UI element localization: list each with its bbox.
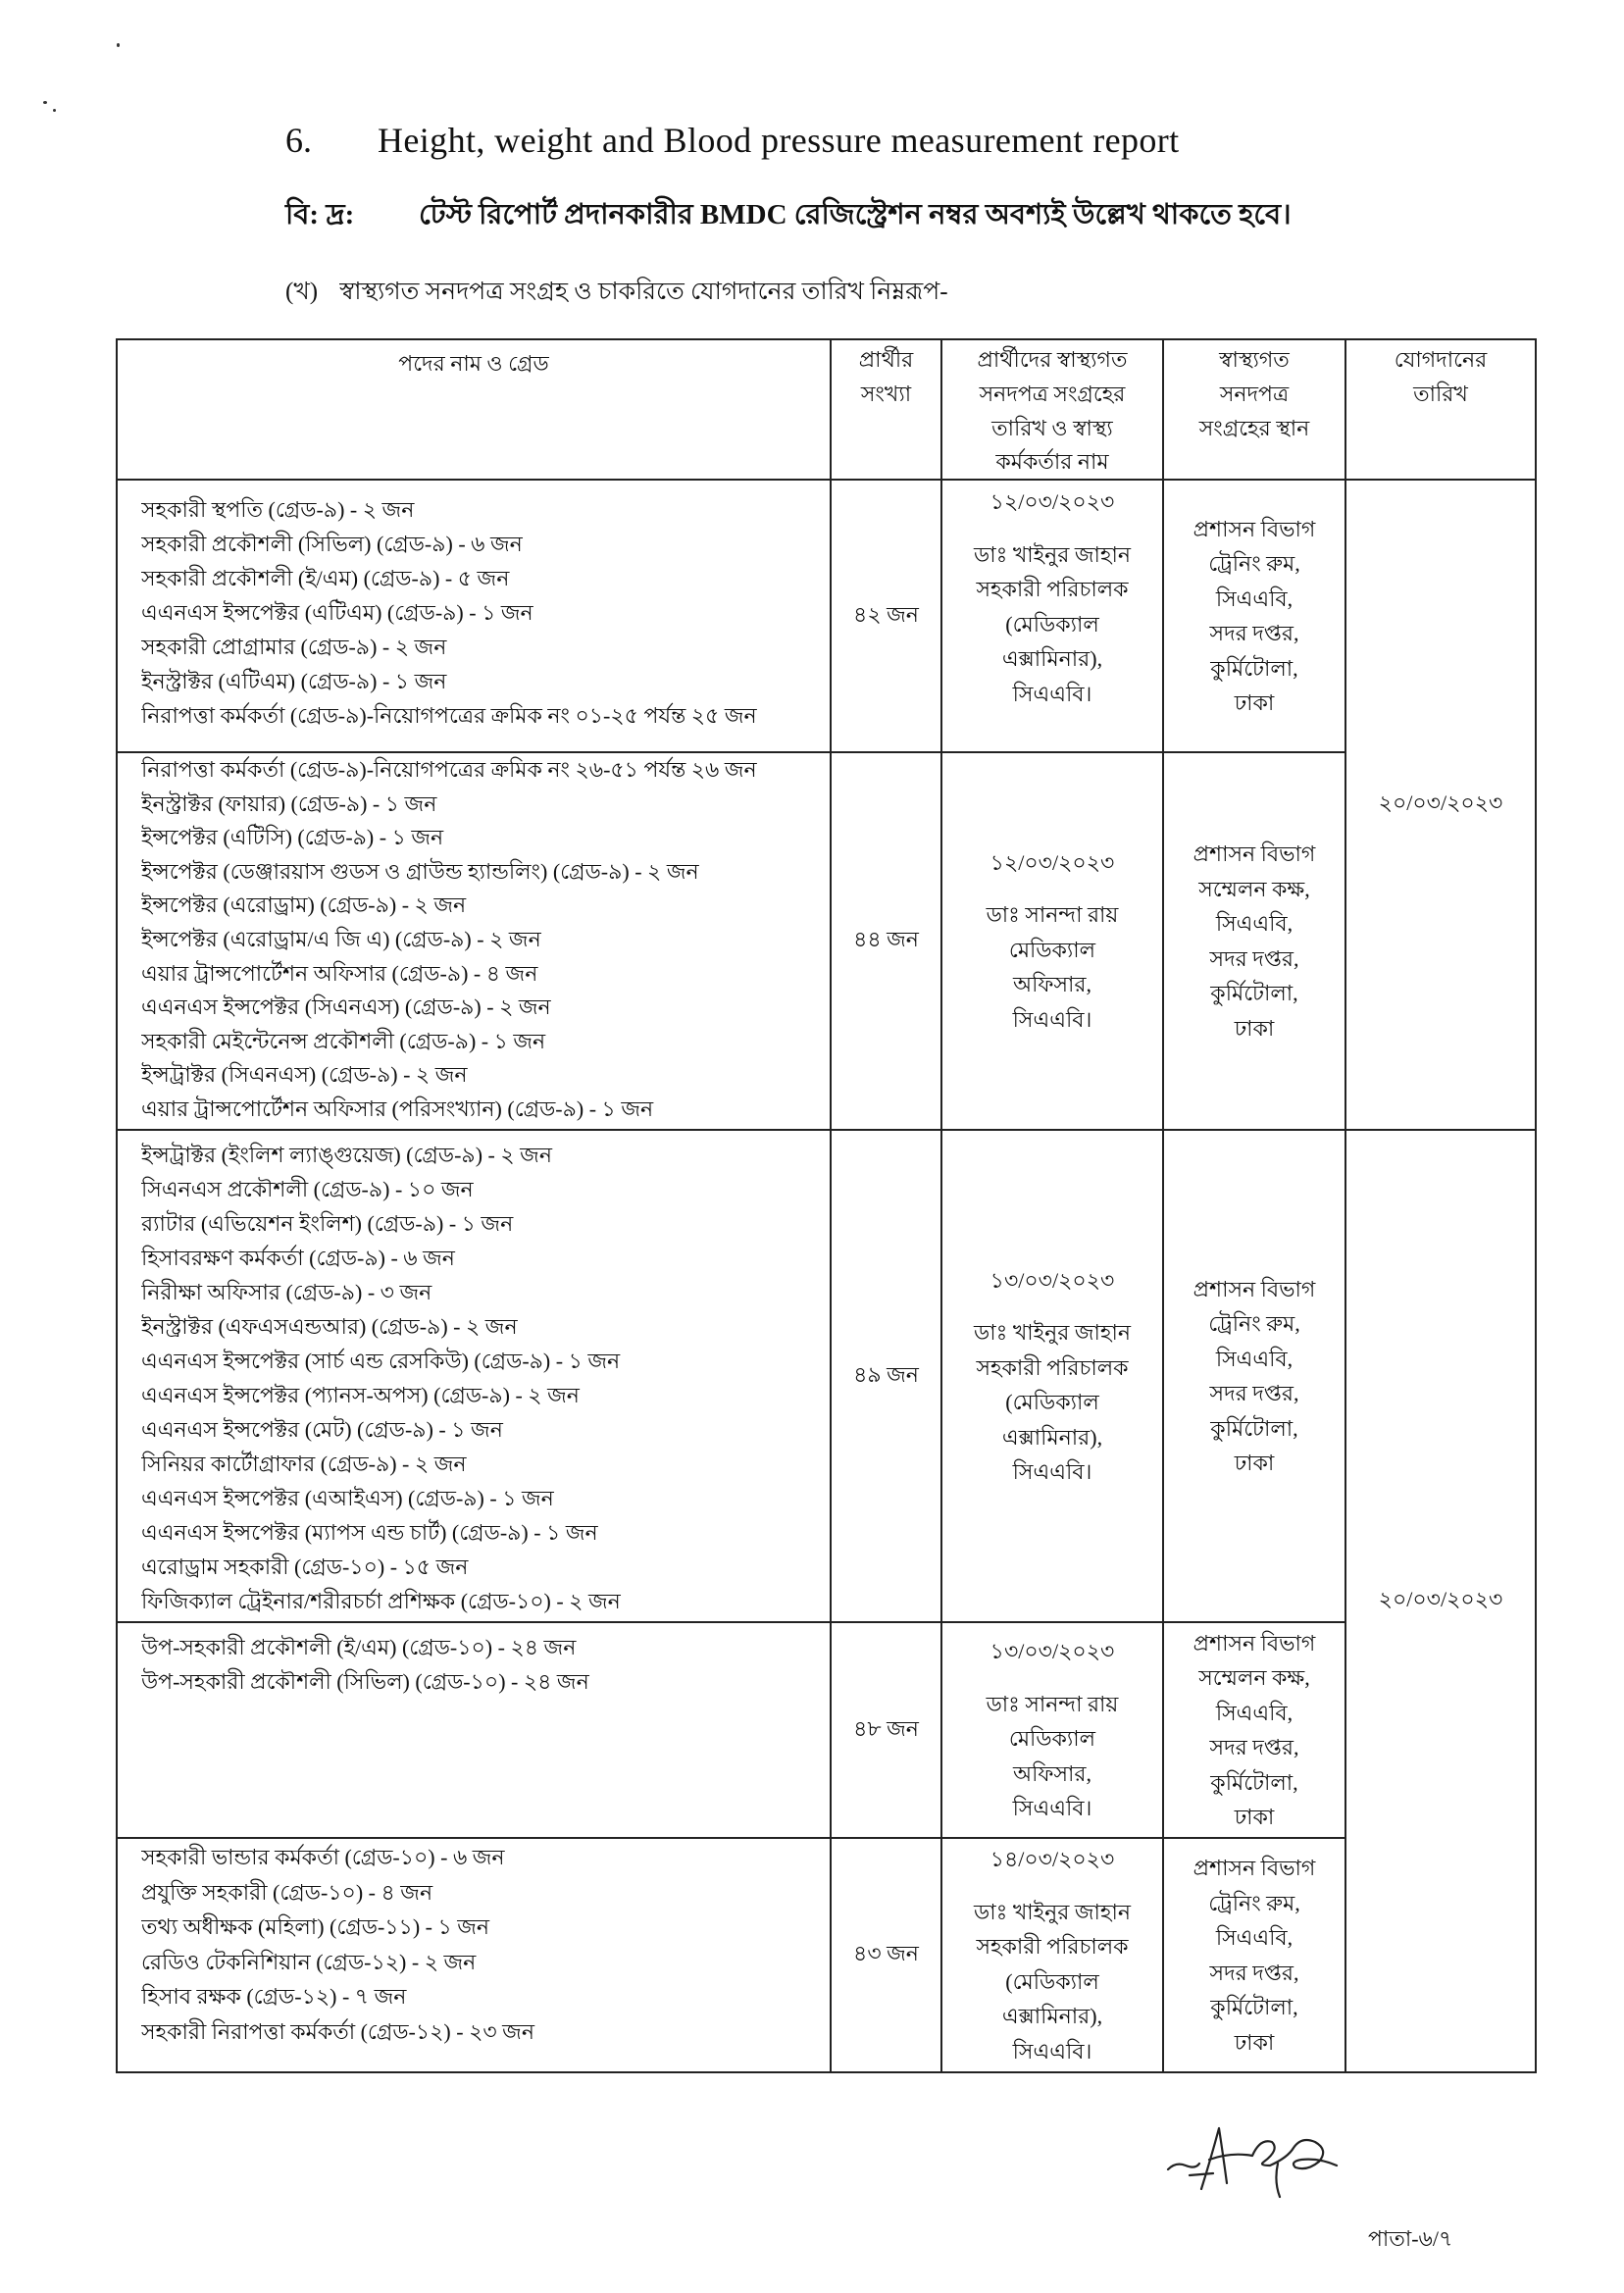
post-entry: প্রযুক্তি সহকারী (গ্রেড-১০) - ৪ জন (141, 1879, 433, 1905)
officer-line: মেডিক্যাল (1008, 1726, 1096, 1752)
post-entry: ইন্সপেক্টর (এরোড্রাম) (গ্রেড-৯) - ২ জন (141, 892, 467, 918)
section-title: Height, weight and Blood pressure measurement report (378, 121, 1180, 160)
place-line: সদর দপ্তর, (1209, 1960, 1299, 1985)
post-entry: এরোড্রাম সহকারী (গ্রেড-১০) - ১৫ জন (141, 1554, 469, 1579)
officer-line: ডাঃ সানন্দা রায় (986, 902, 1119, 928)
place-line: কুর্মিটোলা, (1210, 1995, 1298, 2019)
health-certificate-schedule-table (116, 338, 1537, 2073)
officer-line: অফিসার, (1013, 1760, 1091, 1786)
officer-line: ডাঃ সানন্দা রায় (986, 1691, 1119, 1716)
officer-line: ডাঃ খাইনুর জাহান (974, 1899, 1131, 1924)
officer-line: সহকারী পরিচালক (976, 1934, 1129, 1959)
place-line: সম্মেলন কক্ষ, (1198, 876, 1310, 901)
post-entry: এএনএস ইন্সপেক্টর (এআইএস) (গ্রেড-৯) - ১ জন (141, 1486, 554, 1510)
officer-line: এক্সামিনার), (1001, 1424, 1103, 1450)
header-candidate-count (832, 340, 942, 481)
place-line: প্রশাসন বিভাগ (1193, 841, 1316, 866)
exam-date-officer-cell (942, 1623, 1164, 1839)
exam-place-cell (1164, 481, 1346, 753)
exam-place-cell (1164, 1131, 1346, 1623)
place-line: ট্রেনিং রুম, (1208, 551, 1300, 576)
candidate-count-cell (832, 1839, 942, 2073)
post-entry: র‍্যাটার (এভিয়েশন ইংলিশ) (গ্রেড-৯) - ১ জন (141, 1211, 514, 1236)
note-line (285, 194, 1560, 235)
header-line: তারিখ (1413, 382, 1468, 406)
candidate-count-cell (832, 481, 942, 753)
header-line: সনদপত্র (1219, 382, 1290, 406)
officer-line: সহকারী পরিচালক (976, 577, 1129, 601)
post-entry: এয়ার ট্রান্সপোর্টেশন অফিসার (পরিসংখ্যান) (গ্রেড-৯) - ১ জন (141, 1096, 654, 1121)
header-exam-date-officer (942, 340, 1164, 481)
post-entry: রেডিও টেকনিশিয়ান (গ্রেড-১২) - ২ জন (141, 1949, 477, 1974)
officer-line: (মেডিক্যাল (1005, 1390, 1099, 1414)
page-number: পাতা-৬/৭ (1368, 2226, 1453, 2251)
section-heading (285, 118, 1462, 163)
officer-line: সিএএবি। (1012, 2038, 1092, 2064)
scan-speck (53, 109, 56, 112)
place-line: কুর্মিটোলা, (1210, 655, 1298, 681)
officer-line: এক্সামিনার), (1001, 646, 1103, 671)
subheading-label: (খ) (285, 279, 319, 305)
post-entry: ইনস্ট্রাক্টর (এটিএম) (গ্রেড-৯) - ১ জন (141, 669, 447, 693)
exam-date-officer-cell (942, 753, 1164, 1131)
post-entry: উপ-সহকারী প্রকৌশলী (সিভিল) (গ্রেড-১০) - ২৪ জন (141, 1669, 589, 1694)
post-entry: নিরীক্ষা অফিসার (গ্রেড-৯) - ৩ জন (141, 1280, 432, 1304)
header-line: সংখ্যা (860, 382, 912, 406)
officer-line: মেডিক্যাল (1008, 937, 1096, 962)
post-entry: এএনএস ইন্সপেক্টর (এটিএম) (গ্রেড-৯) - ১ জন (141, 600, 533, 625)
post-list-cell (118, 1131, 832, 1623)
scan-speck (117, 43, 120, 47)
post-list-cell (118, 481, 832, 753)
exam-date-officer-cell (942, 1839, 1164, 2073)
post-entry: সিএনএস প্রকৌশলী (গ্রেড-৯) - ১০ জন (141, 1177, 474, 1201)
post-entry: এএনএস ইন্সপেক্টর (সার্চ এন্ড রেসকিউ) (গ্রেড-৯) - ১ জন (141, 1349, 621, 1373)
post-entry: ইন্সপেক্টর (এরোড্রাম/এ জি এ) (গ্রেড-৯) - ২ জন (141, 926, 541, 951)
header-joining-date (1346, 340, 1537, 481)
place-line: সদর দপ্তর, (1209, 1735, 1299, 1759)
place-line: প্রশাসন বিভাগ (1193, 1856, 1316, 1880)
place-line: ঢাকা (1234, 1805, 1275, 1829)
officer-line: সিএএবি। (1012, 1459, 1092, 1484)
section-number: 6. (285, 121, 312, 160)
candidate-count-cell (832, 1623, 942, 1839)
exam-place-cell (1164, 1623, 1346, 1839)
medical-officer (946, 897, 1158, 1037)
place-line: প্রশাসন বিভাগ (1193, 1276, 1316, 1301)
joining-date-cell (1346, 481, 1537, 1131)
post-entry: ইনস্ট্রাক্টর (এফএসএন্ডআর) (গ্রেড-৯) - ২ জন (141, 1314, 518, 1339)
post-entry: এএনএস ইন্সপেক্টর (প্যানস-অপস) (গ্রেড-৯) - ২ জন (141, 1383, 580, 1407)
post-entry: ফিজিক্যাল ট্রেইনার/শরীরচর্চা প্রশিক্ষক (গ্রেড-১০) - ২ জন (141, 1589, 621, 1613)
place-line: ঢাকা (1234, 2029, 1275, 2055)
candidate-count-cell (832, 1131, 942, 1623)
header-line: প্রার্থীদের স্বাস্থ্যগত (977, 347, 1128, 372)
place-line: সদর দপ্তর, (1209, 945, 1299, 971)
post-entry: হিসাবরক্ষণ কর্মকর্তা (গ্রেড-৯) - ৬ জন (141, 1246, 455, 1270)
medical-officer (946, 1315, 1158, 1490)
place-line: সিএএবি, (1215, 1700, 1294, 1725)
candidate-count: ৪৯ জন (853, 1361, 919, 1387)
officer-line: সিএএবি। (1012, 1006, 1092, 1032)
exam-date-officer-cell (942, 1131, 1164, 1623)
place-line: প্রশাসন বিভাগ (1193, 1630, 1316, 1656)
officer-line: এক্সামিনার), (1001, 2004, 1103, 2028)
place-line: ঢাকা (1234, 1015, 1275, 1041)
post-entry: এএনএস ইন্সপেক্টর (ম্যাপস এন্ড চার্ট) (গ্রেড-৯) - ১ জন (141, 1520, 598, 1545)
place-line: সিএএবি, (1215, 911, 1294, 936)
candidate-count: ৪২ জন (853, 601, 919, 627)
place-line: কুর্মিটোলা, (1210, 1415, 1298, 1441)
post-entry: সহকারী প্রকৌশলী (সিভিল) (গ্রেড-৯) - ৬ জন (141, 532, 523, 556)
place-line: ঢাকা (1234, 1451, 1275, 1475)
post-entry: সহকারী ভান্ডার কর্মকর্তা (গ্রেড-১০) - ৬ জন (141, 1845, 505, 1869)
candidate-count: ৪৪ জন (853, 927, 919, 951)
exam-date: ১২/০৩/২০২৩ (990, 489, 1115, 514)
header-line: সংগ্রহের স্থান (1198, 416, 1310, 440)
post-entry: সহকারী প্রকৌশলী (ই/এম) (গ্রেড-৯) - ৫ জন (141, 566, 510, 590)
place-line: সিএএবি, (1215, 586, 1294, 611)
joining-date-cell (1346, 1131, 1537, 2073)
post-entry: সিনিয়র কার্টোগ্রাফার (গ্রেড-৯) - ২ জন (141, 1452, 467, 1476)
subheading-line (285, 273, 1511, 312)
place-line: কুর্মিটোলা, (1210, 981, 1298, 1005)
place-line: সম্মেলন কক্ষ, (1198, 1665, 1310, 1690)
post-list-cell (118, 753, 832, 1131)
place-line: প্রশাসন বিভাগ (1193, 516, 1316, 541)
candidate-count: ৪৩ জন (853, 1941, 919, 1965)
officer-line: সিএএবি। (1012, 681, 1092, 706)
note-label: বি: দ্র: (285, 199, 355, 230)
place-line: সদর দপ্তর, (1209, 621, 1299, 645)
post-entry: এয়ার ট্রান্সপোর্টেশন অফিসার (গ্রেড-৯) - ৪ জন (141, 960, 538, 986)
place-line: কুর্মিটোলা, (1210, 1769, 1298, 1795)
officer-line: সহকারী পরিচালক (976, 1354, 1129, 1380)
post-entry: সহকারী প্রোগ্রামার (গ্রেড-৯) - ২ জন (141, 635, 447, 659)
header-line: কর্মকর্তার নাম (995, 449, 1109, 475)
officer-line: (মেডিক্যাল (1005, 611, 1099, 637)
post-entry: তথ্য অধীক্ষক (মহিলা) (গ্রেড-১১) - ১ জন (141, 1914, 490, 1939)
post-entry: ইনস্ট্রাক্টর (ফায়ার) (গ্রেড-৯) - ১ জন (141, 790, 437, 816)
signature (1162, 2118, 1344, 2202)
medical-officer (946, 1895, 1158, 2069)
officer-line: ডাঃ খাইনুর জাহান (974, 1320, 1131, 1345)
exam-place-cell (1164, 753, 1346, 1131)
subheading-text: স্বাস্থ্যগত সনদপত্র সংগ্রহ ও চাকরিতে যোগদানের তারিখ নিম্নরূপ- (339, 279, 948, 305)
post-entry: ইন্সপেক্টর (ডেঞ্জারয়াস গুডস ও গ্রাউন্ড হ্যান্ডলিং) (গ্রেড-৯) - ২ জন (141, 858, 699, 884)
post-entry: নিরাপত্তা কর্মকর্তা (গ্রেড-৯)-নিয়োগপত্রের ক্রমিক নং ২৬-৫১ পর্যন্ত ২৬ জন (141, 757, 757, 782)
post-entry: সহকারী স্থপতি (গ্রেড-৯) - ২ জন (141, 497, 415, 522)
medical-officer (946, 1687, 1158, 1826)
post-entry: হিসাব রক্ষক (গ্রেড-১২) - ৭ জন (141, 1984, 407, 2009)
note-text: টেস্ট রিপোর্ট প্রদানকারীর BMDC রেজিস্ট্রেশন নম্বর অবশ্যই উল্লেখ থাকতে হবে। (419, 199, 1292, 230)
post-entry: উপ-সহকারী প্রকৌশলী (ই/এম) (গ্রেড-১০) - ২৪ জন (141, 1635, 577, 1659)
officer-line: অফিসার, (1013, 972, 1091, 997)
scan-speck (43, 101, 47, 104)
exam-date: ১২/০৩/২০২৩ (990, 849, 1115, 875)
place-line: ট্রেনিং রুম, (1208, 1890, 1300, 1915)
header-line: স্বাস্থ্যগত (1219, 347, 1290, 372)
place-line: সিএএবি, (1215, 1346, 1294, 1371)
post-list-cell (118, 1623, 832, 1839)
officer-line: ডাঃ খাইনুর জাহান (974, 541, 1131, 567)
exam-date: ১৪/০৩/২০২৩ (990, 1847, 1115, 1871)
header-post-grade (118, 340, 832, 481)
header-line: তারিখ ও স্বাস্থ্য (991, 415, 1113, 440)
officer-line: সিএএবি। (1012, 1796, 1092, 1821)
officer-line: (মেডিক্যাল (1005, 1968, 1099, 1994)
joining-date: ২০/০৩/২০২৩ (1378, 790, 1503, 815)
exam-date-officer-cell (942, 481, 1164, 753)
header-line: পদের নাম ও গ্রেড (398, 351, 549, 376)
exam-date: ১৩/০৩/২০২৩ (990, 1639, 1115, 1664)
post-entry: এএনএস ইন্সপেক্টর (মেট) (গ্রেড-৯) - ১ জন (141, 1417, 503, 1442)
place-line: সদর দপ্তর, (1209, 1381, 1299, 1405)
post-entry: সহকারী নিরাপত্তা কর্মকর্তা (গ্রেড-১২) - ২৩ জন (141, 2018, 535, 2044)
place-line: ট্রেনিং রুম, (1208, 1311, 1300, 1336)
post-entry: ইন্সপেক্টর (এটিসি) (গ্রেড-৯) - ১ জন (141, 825, 444, 850)
place-line: ঢাকা (1234, 690, 1275, 715)
header-line: যোগদানের (1394, 347, 1488, 372)
exam-place-cell (1164, 1839, 1346, 2073)
place-line: সিএএবি, (1215, 1925, 1294, 1950)
post-entry: ইন্সট্রাক্টর (সিএনএস) (গ্রেড-৯) - ২ জন (141, 1062, 468, 1088)
post-list-cell (118, 1839, 832, 2073)
exam-date: ১৩/০৩/২০২৩ (990, 1267, 1115, 1293)
header-line: সনদপত্র সংগ্রহের (979, 381, 1126, 406)
post-entry: ইন্সট্রাক্টর (ইংলিশ ল্যাঙ্গুয়েজ) (গ্রেড-৯) - ২ জন (141, 1143, 552, 1167)
candidate-count-cell (832, 753, 942, 1131)
post-entry: নিরাপত্তা কর্মকর্তা (গ্রেড-৯)-নিয়োগপত্রের ক্রমিক নং ০১-২৫ পর্যন্ত ২৫ জন (141, 703, 757, 728)
joining-date: ২০/০৩/২০২৩ (1378, 1587, 1503, 1611)
header-exam-place (1164, 340, 1346, 481)
post-entry: এএনএস ইন্সপেক্টর (সিএনএস) (গ্রেড-৯) - ২ জন (141, 994, 551, 1020)
post-entry: সহকারী মেইন্টেনেন্স প্রকৌশলী (গ্রেড-৯) - ১ জন (141, 1028, 546, 1053)
header-line: প্রার্থীর (858, 347, 914, 372)
medical-officer (946, 537, 1158, 712)
candidate-count: ৪৮ জন (853, 1715, 919, 1741)
